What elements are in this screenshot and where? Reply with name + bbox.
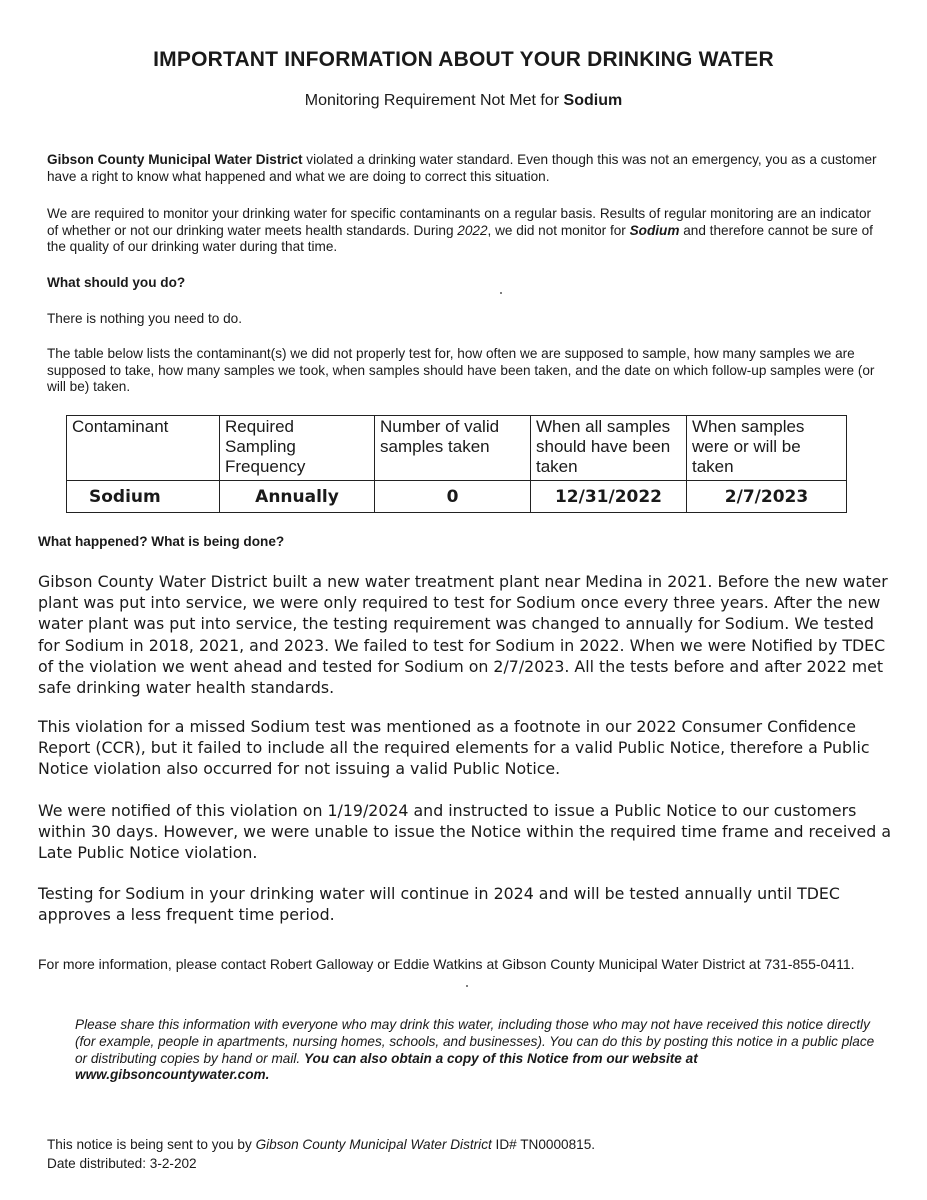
scan-speck <box>466 985 468 987</box>
footer-date-label: Date distributed: <box>47 1156 150 1171</box>
ccr-paragraph: This violation for a missed Sodium test was mentioned as a footnote in our 2022 Consumer Confidence Report (CCR), but it failed to include all the required elements for a valid Public Notice, therefore a Public Notice violation also occurred for not issuing a valid Public Notice. <box>38 717 870 779</box>
footer-date-line <box>47 1154 595 1173</box>
share-text: Please share this information with everyone who may drink this water, including those who may not have received this notice directly (for example, people in apartments, nursing homes, schools, and businesses). You can do this by posting this notice in a public place or distributing copies by hand or mail. <box>75 1017 875 1066</box>
page-subtitle <box>0 92 927 110</box>
footer-id: ID# TN0000815. <box>491 1137 596 1152</box>
header-should-have-taken: When all samples should have been taken <box>531 416 687 481</box>
footer-prefix: This notice is being sent to you by <box>47 1137 256 1152</box>
cell-should-have-taken: 12/31/2022 <box>531 481 687 513</box>
cell-will-be-taken: 2/7/2023 <box>687 481 847 513</box>
header-contaminant: Contaminant <box>67 416 220 481</box>
cell-valid-samples: 0 <box>375 481 531 513</box>
intro-district: Gibson County Municipal Water District <box>47 152 303 167</box>
table-row <box>67 481 847 513</box>
header-will-be-taken: When samples were or will be taken <box>687 416 847 481</box>
footer <box>47 1135 595 1173</box>
what-happened-heading: What happened? What is being done? <box>38 534 285 549</box>
sampling-table <box>66 415 847 513</box>
testing-paragraph: Testing for Sodium in your drinking water will continue in 2024 and will be tested annually until TDEC approves a less frequent time period. <box>38 884 840 925</box>
table-intro-paragraph: The table below lists the contaminant(s) we did not properly test for, how often we are supposed to sample, how many samples we are supposed to take, how many samples we took, when samples should have been taken, and the date on which follow-up samples were (or will be) taken. <box>47 346 875 394</box>
share-website-note: You can also obtain a copy of this Notice from our website at www.gibsoncountywater.com. <box>75 1050 698 1083</box>
subtitle-contaminant: Sodium <box>563 92 623 109</box>
cell-contaminant: Sodium <box>67 481 220 513</box>
monitoring-part3: and therefore cannot be sure of the quality of our drinking water during that time. <box>47 222 873 254</box>
monitoring-paragraph <box>47 206 883 256</box>
what-happened-paragraph: Gibson County Water District built a new water treatment plant near Medina in 2021. Before the new water plant was put into service, we were only required to test for Sodium once every three years. After the new water plant was put into service, the testing requirement was changed to annually for Sodium. We tested for Sodium in 2018, 2021, and 2023. We failed to test for Sodium in 2022. When we were Notified by TDEC of the violation we went ahead and tested for Sodium on 2/7/2023. All the tests before and after 2022 met safe drinking water health standards. <box>38 572 888 698</box>
what-to-do-heading: What should you do? <box>47 275 186 290</box>
notification-paragraph: We were notified of this violation on 1/19/2024 and instructed to issue a Public Notice to our customers within 30 days. However, we were unable to issue the Notice within the required time frame and received a Late Public Notice violation. <box>38 801 892 863</box>
header-valid-samples: Number of valid samples taken <box>375 416 531 481</box>
intro-text: violated a drinking water standard. Even though this was not an emergency, you as a customer have a right to know what happened and what we are doing to correct this situation. <box>47 152 877 184</box>
footer-sender-line <box>47 1135 595 1154</box>
footer-district: Gibson County Municipal Water District <box>255 1137 492 1152</box>
monitoring-contaminant: Sodium <box>629 222 680 238</box>
intro-paragraph <box>47 152 883 185</box>
monitoring-part1: We are required to monitor your drinking water for specific contaminants on a regular basis. Results of regular monitoring are an indicator of whether or not our drinking water meets health standards. During <box>47 206 872 238</box>
monitoring-part2: , we did not monitor for <box>487 222 630 238</box>
share-paragraph <box>75 1017 880 1084</box>
table-header-row <box>67 416 847 481</box>
cell-frequency: Annually <box>220 481 375 513</box>
what-to-do-text: There is nothing you need to do. <box>47 311 242 326</box>
footer-date: 3-2-202 <box>149 1156 197 1171</box>
monitoring-year: 2022 <box>457 222 488 238</box>
subtitle-prefix: Monitoring Requirement Not Met for <box>304 92 564 109</box>
page-title: IMPORTANT INFORMATION ABOUT YOUR DRINKING WATER <box>153 48 774 71</box>
contact-paragraph: For more information, please contact Robert Galloway or Eddie Watkins at Gibson County Municipal Water District at 731-855-0411. <box>38 956 855 972</box>
scan-speck <box>500 292 502 294</box>
header-frequency: Required Sampling Frequency <box>220 416 375 481</box>
